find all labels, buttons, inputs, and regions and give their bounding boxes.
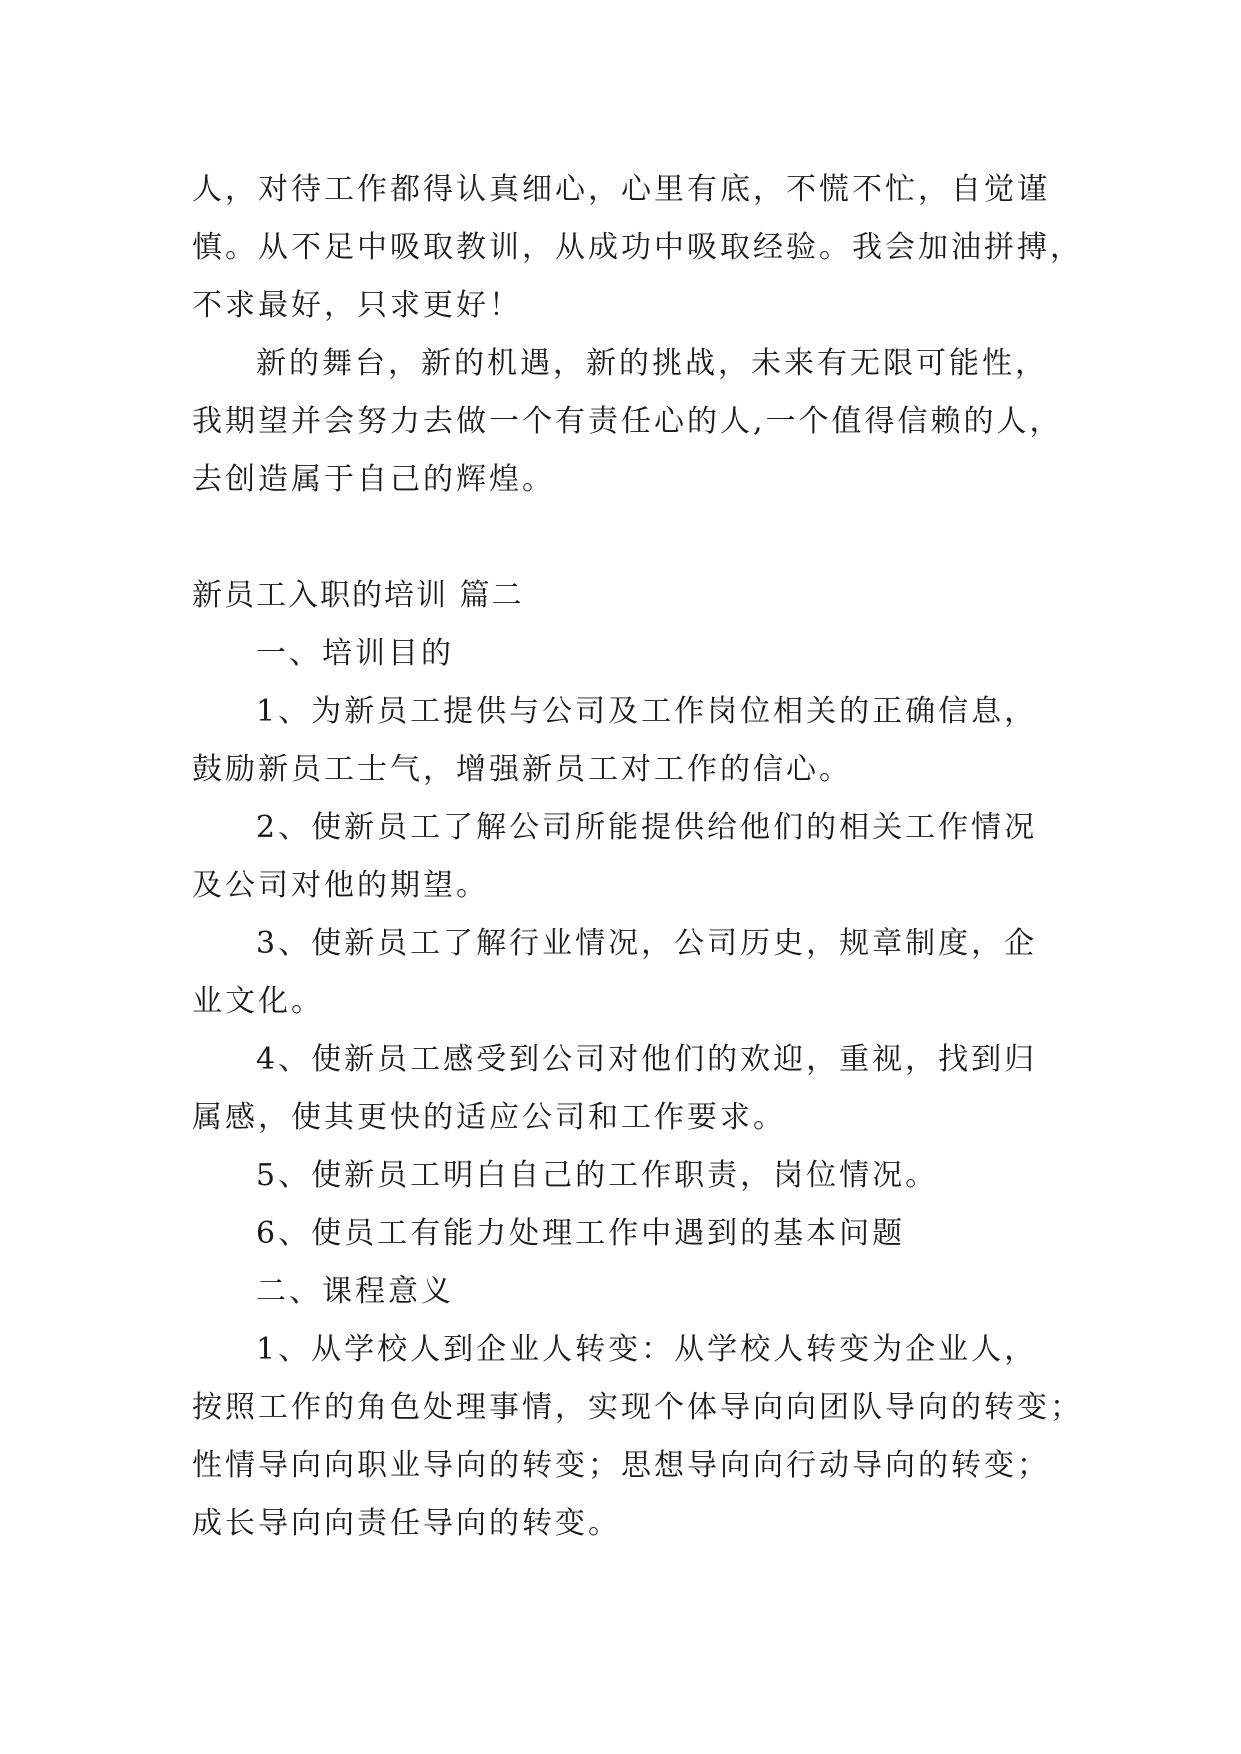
paragraph-line: 新的舞台，新的机遇，新的挑战，未来有无限可能性，: [256, 346, 1048, 381]
list-item-line: 3、使新员工了解行业情况，公司历史，规章制度，企: [256, 926, 1038, 961]
list-item-line: 性情导向向职业导向的转变；思想导向向行动导向的转变；: [192, 1448, 1050, 1483]
list-item-line: 按照工作的角色处理事情，实现个体导向向团队导向的转变；: [192, 1390, 1083, 1425]
heading-training-goals: 一、培训目的: [256, 636, 454, 671]
list-item-line: 鼓励新员工士气，增强新员工对工作的信心。: [192, 752, 852, 787]
paragraph-line: 我期望并会努力去做一个有责任心的人,一个值得信赖的人，: [192, 404, 1063, 439]
heading-course-significance: 二、课程意义: [256, 1274, 454, 1309]
list-item-line: 及公司对他的期望。: [192, 868, 489, 903]
list-item-line: 5、使新员工明白自己的工作职责，岗位情况。: [256, 1158, 939, 1193]
list-item-line: 4、使新员工感受到公司对他们的欢迎，重视，找到归: [256, 1042, 1038, 1077]
paragraph-line: 慎。从不足中吸取教训，从成功中吸取经验。我会加油拼搏，: [192, 230, 1083, 265]
paragraph-line: 去创造属于自己的辉煌。: [192, 462, 555, 497]
list-item-line: 业文化。: [192, 984, 324, 1019]
paragraph-line: 人，对待工作都得认真细心，心里有底，不慌不忙，自觉谨: [192, 172, 1050, 207]
list-item-line: 1、从学校人到企业人转变：从学校人转变为企业人，: [256, 1332, 1038, 1367]
paragraph-line: 不求最好，只求更好！: [192, 288, 522, 323]
section-title-text: 新员工入职的培训 篇二: [192, 578, 524, 613]
list-item-line: 1、为新员工提供与公司及工作岗位相关的正确信息，: [256, 694, 1038, 729]
list-item-line: 成长导向向责任导向的转变。: [192, 1506, 621, 1541]
list-item-line: 2、使新员工了解公司所能提供给他们的相关工作情况: [256, 810, 1038, 845]
training-goals-section: [192, 625, 1083, 1553]
continued-paragraph: [192, 161, 1083, 335]
closing-paragraph: [192, 335, 1063, 509]
list-item-line: 6、使员工有能力处理工作中遇到的基本问题: [256, 1216, 906, 1251]
section-title: [192, 567, 1052, 625]
list-item-line: 属感，使其更快的适应公司和工作要求。: [192, 1100, 786, 1135]
